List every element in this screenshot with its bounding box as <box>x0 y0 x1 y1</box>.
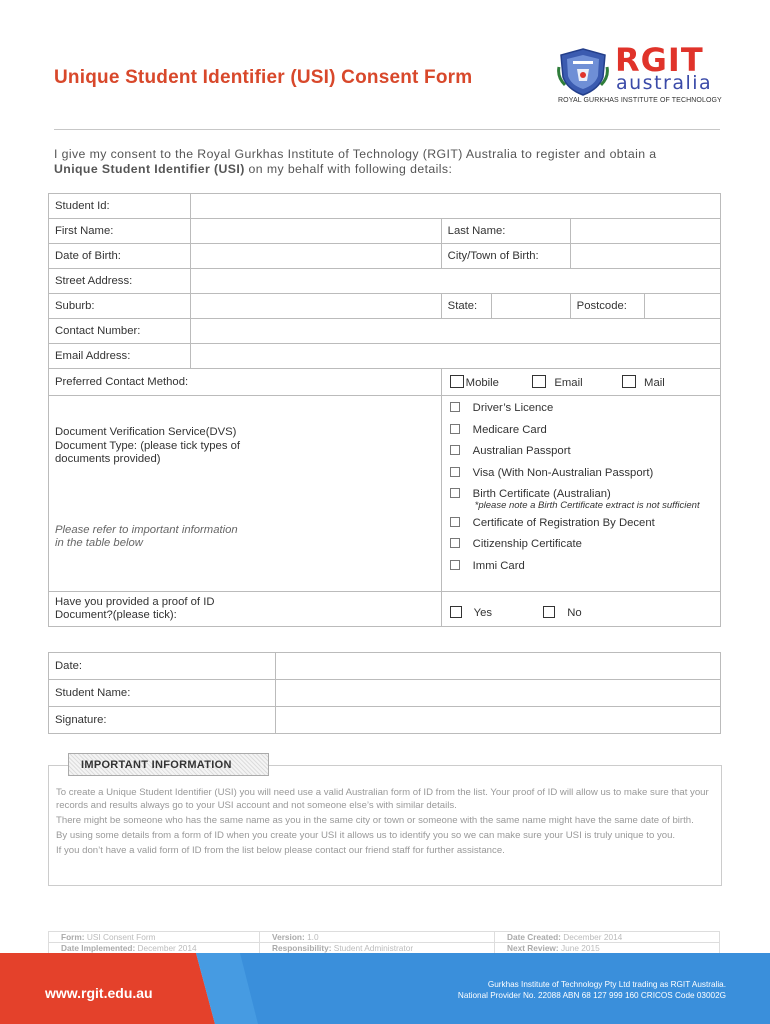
street-field[interactable] <box>191 269 721 294</box>
street-label: Street Address: <box>49 269 191 294</box>
checkbox-icon[interactable] <box>450 488 460 498</box>
checkbox-icon[interactable] <box>450 467 460 477</box>
doc-drivers-licence[interactable]: Driver’s Licence <box>450 398 712 420</box>
postcode-label: Postcode: <box>571 294 645 318</box>
proof-label-line2: Document?(please tick): <box>55 609 177 621</box>
city-birth-label: City/Town of Birth: <box>441 244 570 269</box>
dvs-label <box>49 396 442 592</box>
info-paragraph: By using some details from a form of ID when you create your USI it allows us to identify you so we can make sure your USI is truly unique to you. <box>56 829 676 841</box>
proof-yes[interactable]: Yes <box>450 606 492 619</box>
contact-option-email[interactable]: Email <box>532 375 583 389</box>
last-name-label: Last Name: <box>441 219 570 244</box>
document-control-table <box>48 931 720 954</box>
dvs-italic-line2: in the table below <box>55 537 143 549</box>
doc-citizenship[interactable]: Citizenship Certificate <box>450 534 712 556</box>
signature-label: Signature: <box>49 707 276 734</box>
pref-contact-label: Preferred Contact Method: <box>49 369 442 396</box>
page-title: Unique Student Identifier (USI) Consent Form <box>54 67 473 88</box>
state-field[interactable] <box>492 294 570 318</box>
email-field[interactable] <box>191 344 721 369</box>
important-info-heading: IMPORTANT INFORMATION <box>68 753 269 776</box>
info-paragraph: To create a Unique Student Identifier (USI) you will need use a valid Australian form of ID from the list. Your proof of ID will allow us to make sure that your records and results always go to your USI account and not someone else’s with similar details. <box>56 787 709 811</box>
checkbox-icon[interactable] <box>450 517 460 527</box>
doc-passport[interactable]: Australian Passport <box>450 441 712 463</box>
proof-options <box>441 592 720 627</box>
signature-table <box>48 652 721 734</box>
contact-field[interactable] <box>191 319 721 344</box>
checkbox-icon[interactable] <box>543 606 555 618</box>
last-name-field[interactable] <box>570 219 720 244</box>
checkbox-icon[interactable] <box>450 606 462 618</box>
checkbox-icon[interactable] <box>622 375 636 388</box>
dvs-italic-line1: Please refer to important information <box>55 523 238 536</box>
intro-text <box>54 147 720 177</box>
suburb-field[interactable] <box>191 294 442 319</box>
dvs-label-line1: Document Verification Service(DVS) <box>55 426 237 438</box>
rgit-logo <box>555 41 722 107</box>
checkbox-icon[interactable] <box>450 402 460 412</box>
dob-field[interactable] <box>191 244 442 269</box>
form-cell: Form: USI Consent Form <box>49 932 260 943</box>
important-info-text <box>56 787 720 860</box>
first-name-label: First Name: <box>49 219 191 244</box>
contact-option-mail[interactable]: Mail <box>622 375 665 389</box>
document-list <box>441 396 720 592</box>
student-name-label: Student Name: <box>49 680 276 707</box>
contact-label: Contact Number: <box>49 319 191 344</box>
company-info <box>458 979 726 1001</box>
checkbox-icon[interactable] <box>450 424 460 434</box>
doc-immi-card[interactable]: Immi Card <box>450 556 712 578</box>
info-paragraph: There might be someone who has the same name as you in the same city or town or someone with the same name might have the same date of birth. <box>56 814 694 826</box>
proof-label-line1: Have you provided a proof of ID <box>55 595 215 608</box>
student-name-field[interactable] <box>276 680 721 707</box>
doc-visa[interactable]: Visa (With Non-Australian Passport) <box>450 463 712 485</box>
dob-label: Date of Birth: <box>49 244 191 269</box>
proof-no[interactable]: No <box>543 606 581 619</box>
checkbox-icon[interactable] <box>450 445 460 455</box>
dvs-label-line3: documents provided) <box>55 453 161 465</box>
logo-sub: australia <box>616 72 713 94</box>
dvs-label-line2: Document Type: (please tick types of <box>55 439 241 452</box>
logo-brand: RGIT <box>615 41 704 79</box>
state-label: State: <box>442 294 492 318</box>
date-created-cell: Date Created: December 2014 <box>495 932 720 943</box>
divider <box>54 129 720 130</box>
checkbox-icon[interactable] <box>532 375 546 388</box>
company-line2: National Provider No. 22088 ABN 68 127 999 160 CRICOS Code 03002G <box>457 991 726 1000</box>
pref-contact-options <box>441 369 720 396</box>
student-id-field[interactable] <box>191 194 721 219</box>
doc-birth-certificate[interactable]: Birth Certificate (Australian) <box>450 484 712 506</box>
birth-note: *please note a Birth Certificate extract is not sufficient <box>474 499 700 511</box>
crest-icon <box>557 47 609 97</box>
checkbox-icon[interactable] <box>450 375 464 388</box>
responsibility-cell: Responsibility: Student Administrator <box>260 943 495 954</box>
email-label: Email Address: <box>49 344 191 369</box>
version-cell: Version: 1.0 <box>260 932 495 943</box>
website-link[interactable]: www.rgit.edu.au <box>45 985 153 1001</box>
logo-tagline: ROYAL GURKHAS INSTITUTE OF TECHNOLOGY <box>558 97 722 104</box>
intro-bold: Unique Student Identifier (USI) <box>54 162 245 176</box>
intro-line2: on my behalf with following details: <box>244 162 453 176</box>
proof-label <box>49 592 442 627</box>
company-line1: Gurkhas Institute of Technology Pty Ltd trading as RGIT Australia. <box>487 980 726 989</box>
student-id-label: Student Id: <box>49 194 191 219</box>
contact-option-mobile[interactable]: Mobile <box>450 375 499 389</box>
details-table <box>48 193 721 627</box>
signature-field[interactable] <box>276 707 721 734</box>
checkbox-icon[interactable] <box>450 560 460 570</box>
date-field[interactable] <box>276 653 721 680</box>
postcode-field[interactable] <box>645 294 720 318</box>
date-implemented-cell: Date Implemented: December 2014 <box>49 943 260 954</box>
date-label: Date: <box>49 653 276 680</box>
city-birth-field[interactable] <box>570 244 720 269</box>
checkbox-icon[interactable] <box>450 538 460 548</box>
info-paragraph: If you don’t have a valid form of ID from the list below please contact our friend staff for further assistance. <box>56 844 505 856</box>
doc-medicare[interactable]: Medicare Card <box>450 420 712 442</box>
next-review-cell: Next Review: June 2015 <box>495 943 720 954</box>
suburb-label: Suburb: <box>49 294 191 319</box>
intro-line1: I give my consent to the Royal Gurkhas Institute of Technology (RGIT) Australia to register and obtain a <box>54 147 657 161</box>
doc-registration[interactable]: Certificate of Registration By Decent <box>450 513 712 535</box>
first-name-field[interactable] <box>191 219 442 244</box>
